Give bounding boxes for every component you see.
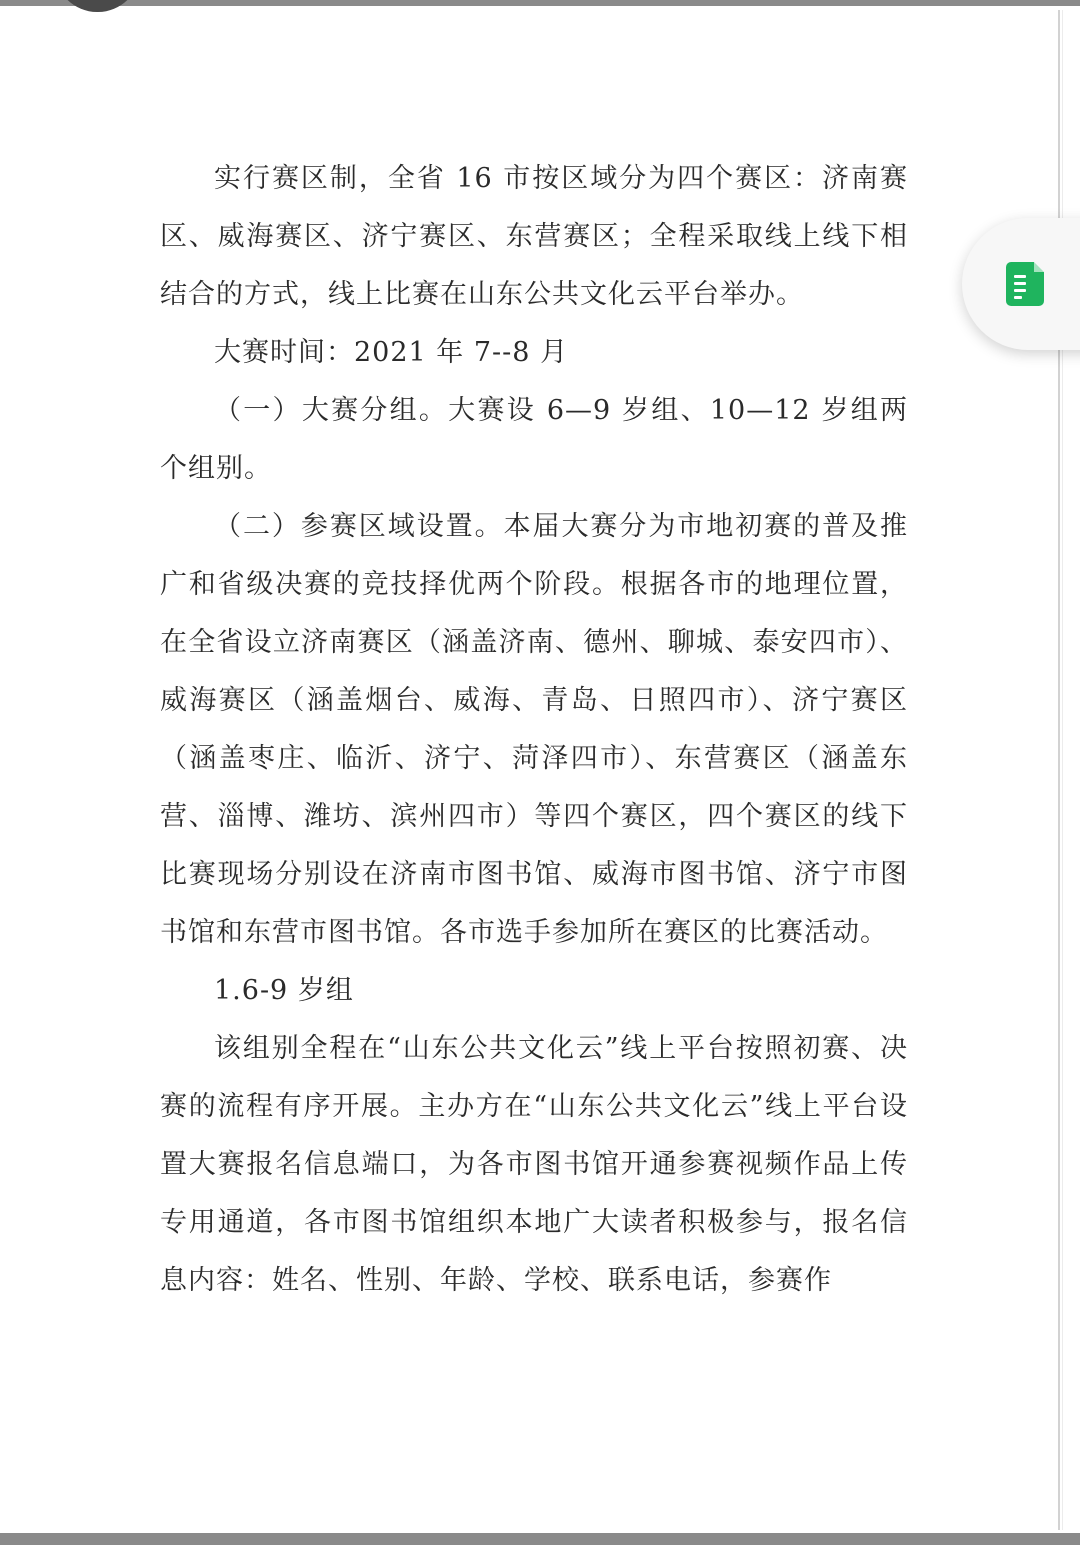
document-icon[interactable]: [1006, 262, 1044, 306]
paragraph-groups: （一）大赛分组。大赛设 6—9 岁组、10—12 岁组两个组别。: [160, 395, 908, 484]
top-status-bar: [0, 0, 1080, 6]
paragraph-region-system: 实行赛区制，全省 16 市按区域分为四个赛区：济南赛区、威海赛区、济宁赛区、东营赛区；全程采取线上线下相结合的方式，线上比赛在山东公共文化云平台举办。: [160, 163, 908, 310]
bottom-bar: [0, 1533, 1080, 1545]
document-body: [160, 150, 908, 1310]
document-icon-fold: [1034, 262, 1044, 272]
paragraph-6-9-group: 该组别全程在“山东公共文化云”线上平台按照初赛、决赛的流程有序开展。主办方在“山东公共文化云”线上平台设置大赛报名信息端口，为各市图书馆开通参赛视频作品上传专用通道，各市图书馆组织本地广大读者积极参与，报名信息内容：姓名、性别、年龄、学校、联系电话，参赛作: [160, 1033, 908, 1296]
heading-6-9-group: 1.6-9 岁组: [214, 975, 354, 1006]
paragraph-regions: （二）参赛区域设置。本届大赛分为市地初赛的普及推广和省级决赛的竞技择优两个阶段。根据各市的地理位置，在全省设立济南赛区（涵盖济南、德州、聊城、泰安四市）、威海赛区（涵盖烟台、威海、青岛、日照四市）、济宁赛区（涵盖枣庄、临沂、济宁、菏泽四市）、东营赛区（涵盖东营、淄博、潍坊、滨州四市）等四个赛区，四个赛区的线下比赛现场分别设在济南市图书馆、威海市图书馆、济宁市图书馆和东营市图书馆。各市选手参加所在赛区的比赛活动。: [160, 511, 908, 948]
paragraph-contest-time: 大赛时间：2021 年 7--8 月: [214, 337, 569, 368]
